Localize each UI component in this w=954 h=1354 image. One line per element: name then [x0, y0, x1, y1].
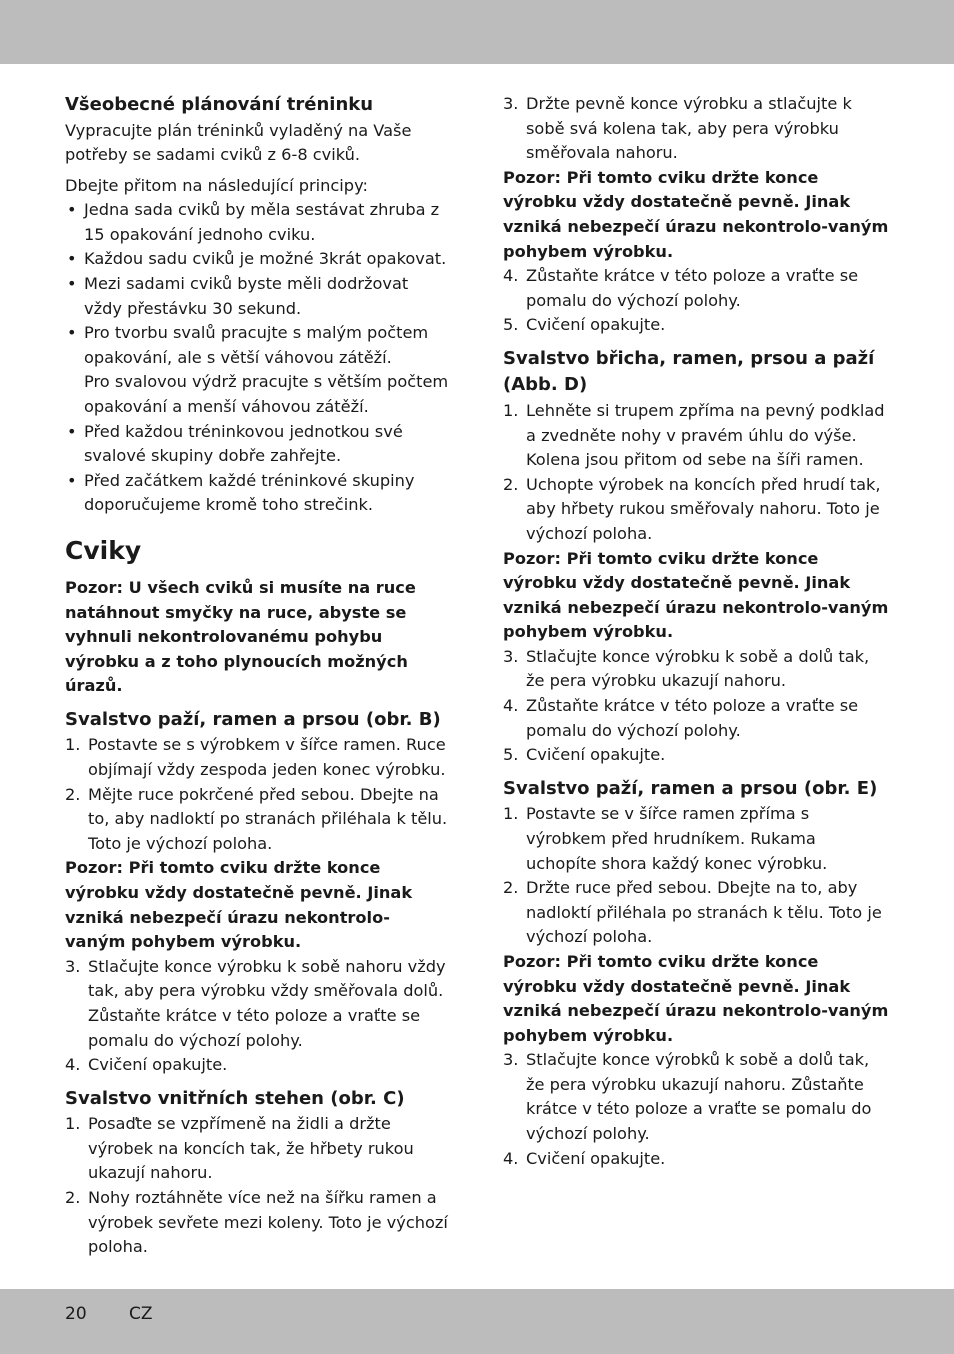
list-item: 5. Cvičení opakujte.	[503, 745, 666, 765]
list-item: • Každou sadu cviků je možné 3krát opakovat.	[65, 247, 449, 272]
list-item: 3. Stlačujte konce výrobku k sobě nahoru vždy tak, aby pera výrobku vždy směřovala dolů. Zůstaňte krátce v této poloze a vraťte se pomalu do výchozí polohy.	[65, 956, 446, 1050]
list-item: 4. Cvičení opakujte.	[65, 1055, 228, 1075]
steps-e-1	[503, 802, 889, 950]
list-item: • Jedna sada cviků by měla sestávat zhruba z 15 opakování jednoho cviku.	[65, 198, 449, 247]
list-item: 4. Zůstaňte krátce v této poloze a vraťte se pomalu do výchozí polohy.	[503, 266, 859, 310]
list-item: 1. Lehněte si trupem zpříma na pevný podklad a zvedněte nohy v pravém úhlu do výše. Kolena jsou přitom od sebe na šíři ramen.	[503, 400, 885, 470]
section-heading-c: Svalstvo vnitřních stehen (obr. C)	[65, 1087, 405, 1109]
list-item: • Mezi sadami cviků byste měli dodržovat vždy přestávku 30 sekund.	[65, 272, 449, 321]
list-item: 4. Cvičení opakujte.	[503, 1148, 666, 1168]
warning-e: Pozor: Při tomto cviku držte konce výrobku vždy dostatečně pevně. Jinak vzniká nebezpečí úrazu nekontrolo-vaným pohybem výrobku.	[503, 951, 889, 1045]
warning-b: Pozor: Při tomto cviku držte konce výrobku vždy dostatečně pevně. Jinak vzniká nebezpečí úrazu nekontrolo-vaným pohybem výrobku.	[65, 858, 413, 952]
warning-c: Pozor: Při tomto cviku držte konce výrobku vždy dostatečně pevně. Jinak vzniká nebezpečí úrazu nekontrolo-vaným pohybem výrobku.	[503, 167, 889, 261]
list-item: 4. Zůstaňte krátce v této poloze a vraťte se pomalu do výchozí polohy.	[503, 696, 859, 740]
principle-extra: Pro svalovou výdrž pracujte s větším počtem opakování a menší váhovou zátěží.	[84, 372, 449, 417]
list-item: 3. Stlačujte konce výrobků k sobě a dolů tak, že pera výrobku ukazují nahoru. Zůstaňte krátce v této poloze a vraťte se pomalu do výchozí polohy.	[503, 1050, 872, 1144]
exercises-warning: Pozor: U všech cviků si musíte na ruce natáhnout smyčky na ruce, abyste se vyhnuli nekontrolovanému pohybu výrobku a z toho plynoucích možných úrazů.	[65, 578, 416, 696]
steps-e-2	[503, 1048, 889, 1171]
list-item: • Před začátkem každé tréninkové skupiny doporučujeme kromě toho strečink.	[65, 469, 449, 518]
list-item: 1. Posaďte se vzpřímeně na židli a držte výrobek na koncích tak, že hřbety rukou ukazují nahoru.	[65, 1114, 414, 1183]
list-item: 5. Cvičení opakujte.	[503, 315, 666, 335]
page-number: 20	[65, 1304, 87, 1324]
plan-heading: Všeobecné plánování tréninku	[65, 94, 374, 115]
language-code: CZ	[129, 1304, 153, 1324]
header-bar	[0, 0, 954, 64]
principles-list	[65, 198, 449, 518]
list-item: • Před každou tréninkovou jednotkou své svalové skupiny dobře zahřejte.	[65, 420, 449, 469]
section-heading-e: Svalstvo paží, ramen a prsou (obr. E)	[503, 777, 878, 799]
steps-d-2	[503, 645, 889, 768]
steps-b-2	[65, 955, 449, 1078]
steps-c-2	[503, 92, 889, 166]
left-column	[65, 92, 449, 1260]
list-item: 1. Postavte se v šířce ramen zpříma s výrobkem před hrudníkem. Rukama uchopíte shora každý konec výrobku.	[503, 804, 828, 873]
steps-c-1	[65, 1112, 449, 1260]
list-item: • Pro tvorbu svalů pracujte s malým počtem opakování, ale s větší váhovou zátěží. Pro svalovou výdrž pracujte s větším počtem opakování a menší váhovou zátěží.	[65, 321, 449, 419]
section-heading-b: Svalstvo paží, ramen a prsou (obr. B)	[65, 708, 441, 730]
plan-intro: Vypracujte plán tréninků vyladěný na Vaše potřeby se sadami cviků z 6-8 cviků.	[65, 120, 412, 165]
steps-c-3	[503, 264, 889, 338]
principles-intro: Dbejte přitom na následující principy:	[65, 175, 368, 195]
list-item: 1. Postavte se s výrobkem v šířce ramen. Ruce objímají vždy zespoda jeden konec výrobku.	[65, 735, 446, 780]
warning-d: Pozor: Při tomto cviku držte konce výrobku vždy dostatečně pevně. Jinak vzniká nebezpečí úrazu nekontrolo-vaným pohybem výrobku.	[503, 548, 889, 642]
list-item: 2. Mějte ruce pokrčené před sebou. Dbejte na to, aby nadloktí po stranách přiléhala k tělu. Toto je výchozí poloha.	[65, 784, 448, 853]
list-item: 3. Stlačujte konce výrobku k sobě a dolů tak, že pera výrobku ukazují nahoru.	[503, 646, 870, 691]
right-column	[503, 92, 889, 1171]
list-item: 2. Uchopte výrobek na koncích před hrudí tak, aby hřbety rukou směřovaly nahoru. Toto je výchozí poloha.	[503, 474, 881, 543]
list-item: 2. Držte ruce před sebou. Dbejte na to, aby nadloktí přiléhala po stranách k tělu. Toto je výchozí poloha.	[503, 878, 882, 947]
list-item: 3. Držte pevně konce výrobku a stlačujte k sobě svá kolena tak, aby pera výrobku směřovala nahoru.	[503, 94, 852, 163]
list-item: 2. Nohy roztáhněte více než na šířku ramen a výrobek sevřete mezi koleny. Toto je výchozí poloha.	[65, 1188, 448, 1257]
steps-b-1	[65, 733, 449, 856]
steps-d-1	[503, 399, 889, 547]
exercises-heading: Cviky	[65, 536, 142, 565]
section-heading-d: Svalstvo břicha, ramen, prsou a paží (Abb. D)	[503, 347, 875, 396]
